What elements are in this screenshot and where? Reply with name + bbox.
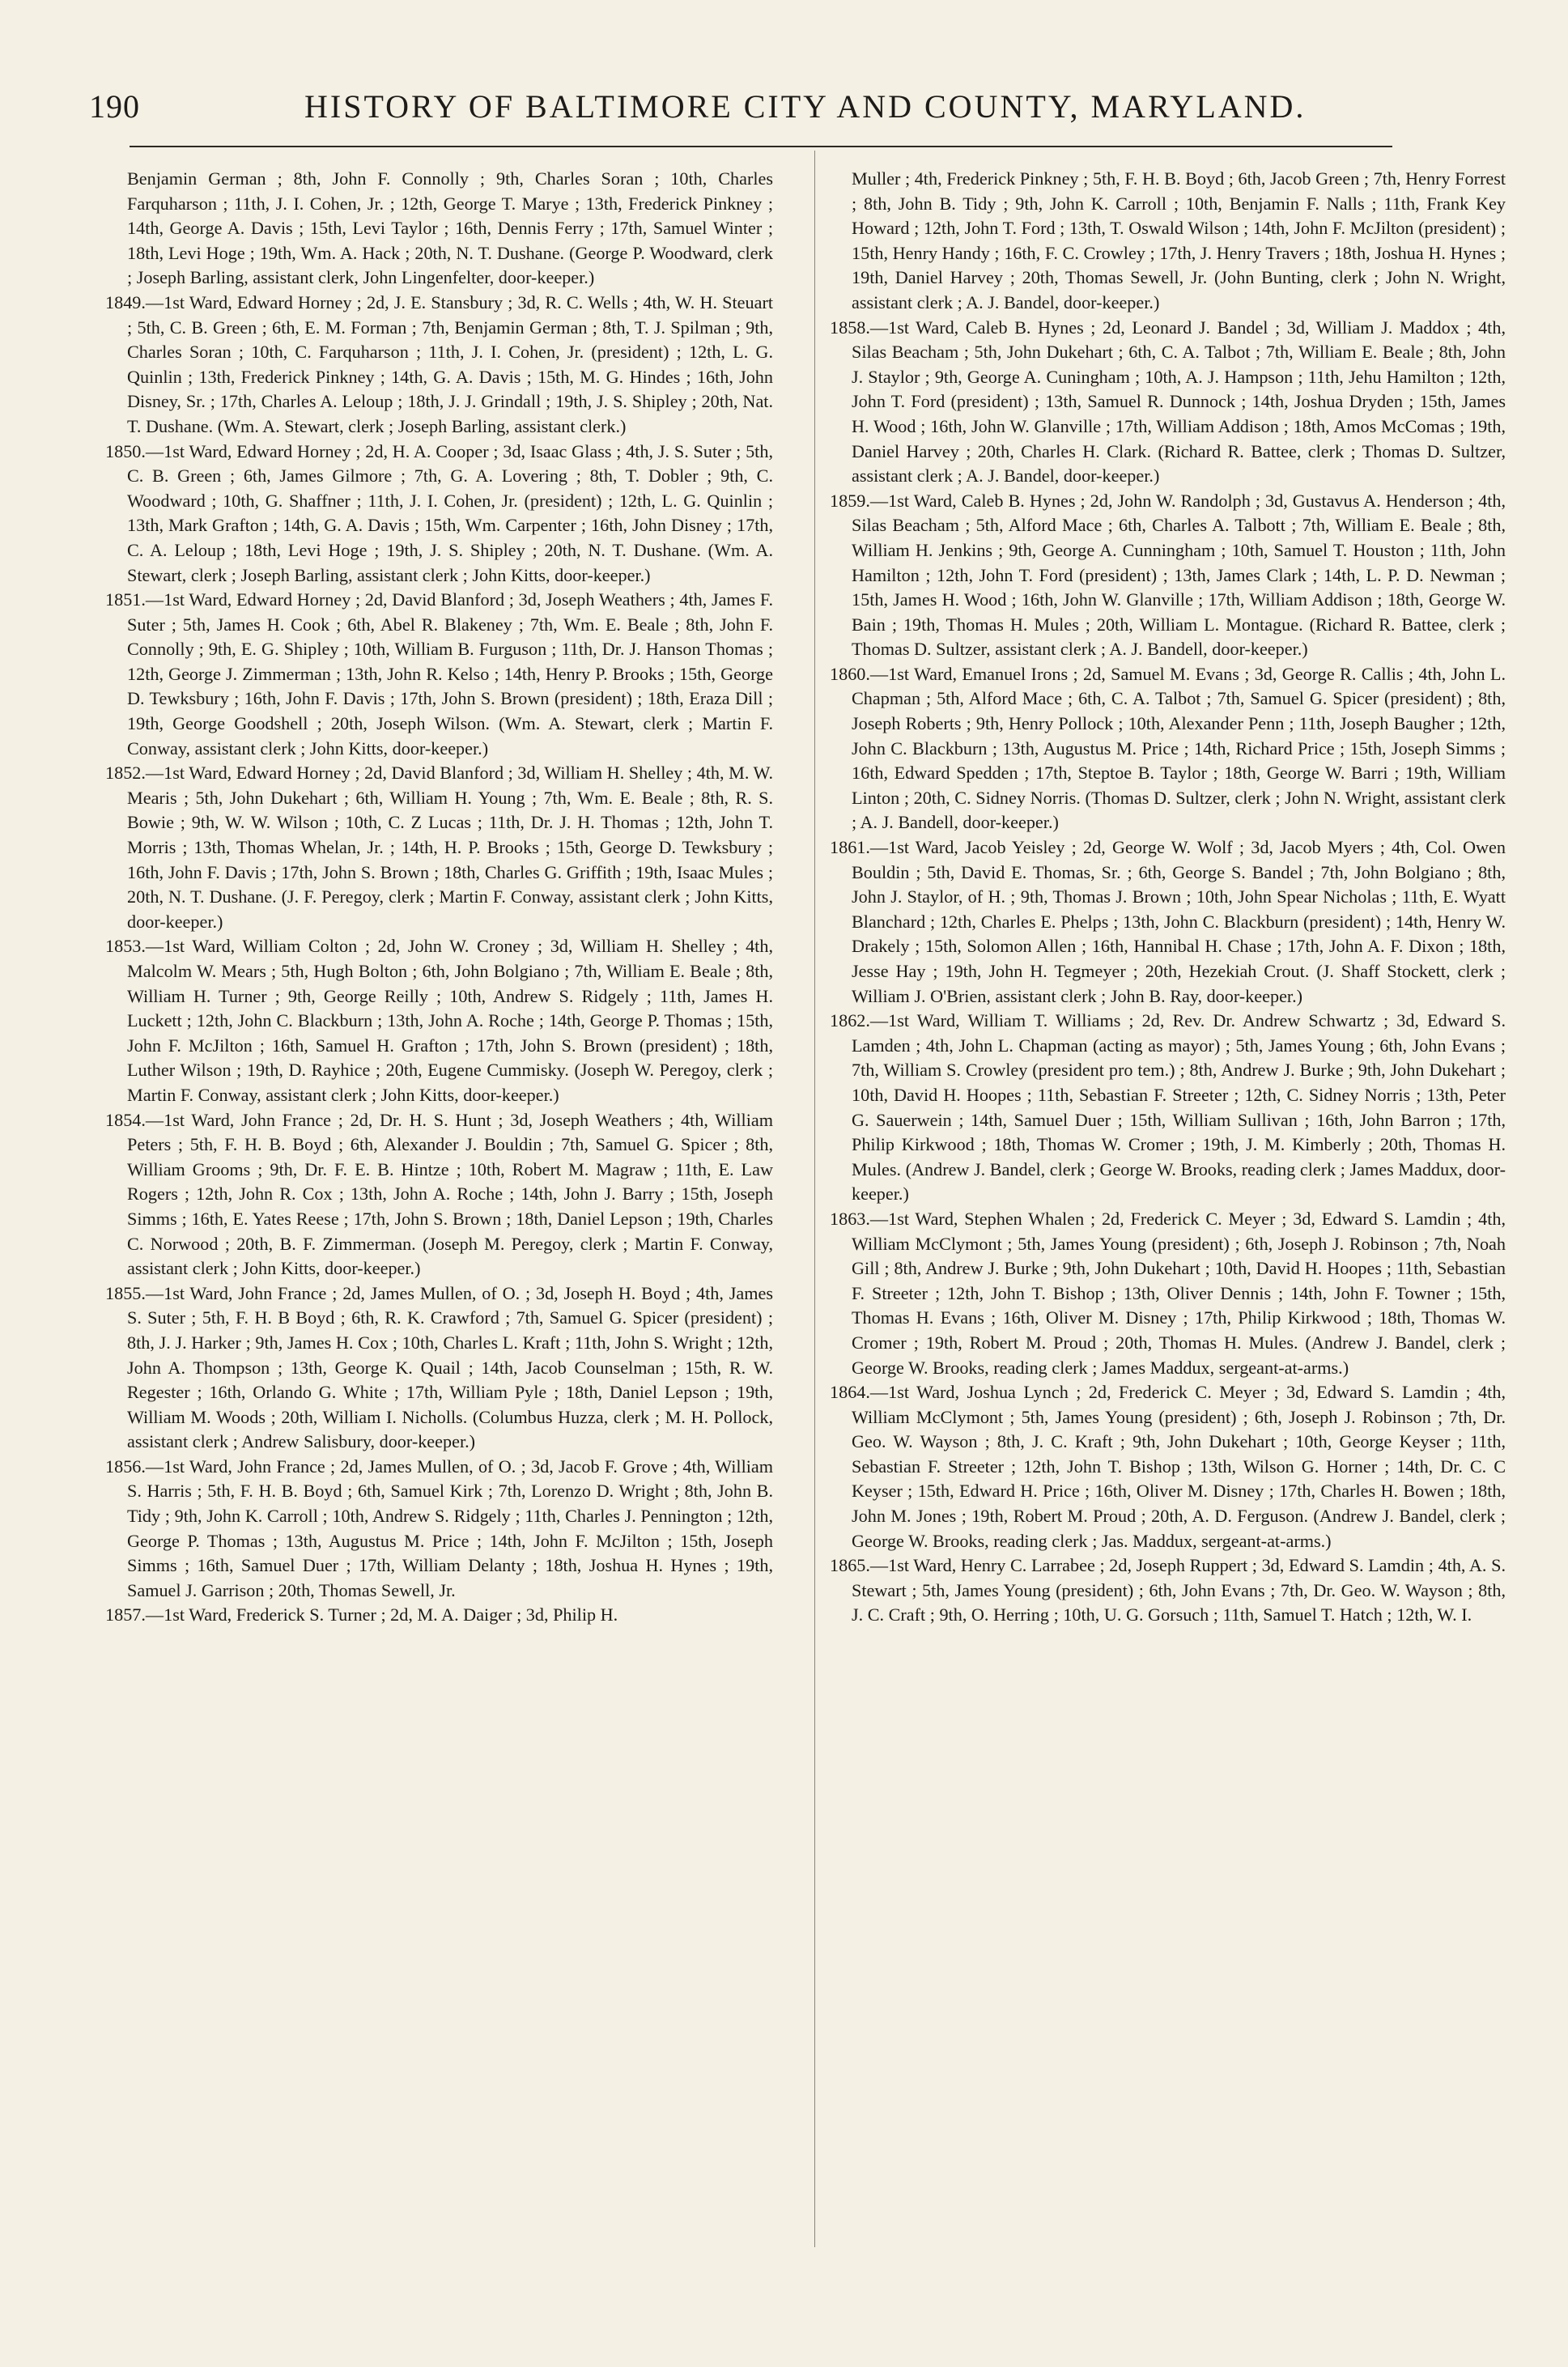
header-rule	[130, 146, 1392, 147]
council-entry: Benjamin German ; 8th, John F. Connolly ; 9th, Charles Soran ; 10th, Charles Farquharson ; 11th, J. I. Cohen, Jr. ; 12th, George T. Marye ; 13th, Frederick Pinkney ; 14th, George A. Davis ; 15th, Levi Taylor ; 16th, Dennis Ferry ; 17th, Samuel Winter ; 18th, Levi Hoge ; 19th, Wm. A. Hack ; 20th, N. T. Dushane. (George P. Woodward, clerk ; Joseph Barling, assistant clerk, John Lingenfelter, door-keeper.)	[127, 168, 773, 288]
council-entry-1856: 1856.—1st Ward, John France ; 2d, James Mullen, of O. ; 3d, Jacob F. Grove ; 4th, William S. Harris ; 5th, F. H. B. Boyd ; 6th, Samuel Kirk ; 7th, Lorenzo D. Wright ; 8th, John B. Tidy ; 9th, John K. Carroll ; 10th, Andrew S. Ridgely ; 11th, Charles J. Pennington ; 12th, George P. Thomas ; 13th, Augustus M. Price ; 14th, John F. McJilton ; 15th, Joseph Simms ; 16th, Samuel Duer ; 17th, William Delanty ; 18th, Joshua H. Hynes ; 19th, Samuel J. Garrison ; 20th, Thomas Sewell, Jr.	[105, 1455, 773, 1600]
running-title: HISTORY OF BALTIMORE CITY AND COUNTY, MARYLAND.	[304, 88, 1307, 125]
council-entry-1855: 1855.—1st Ward, John France ; 2d, James Mullen, of O. ; 3d, Joseph H. Boyd ; 4th, James S. Suter ; 5th, F. H. B Boyd ; 6th, R. K. Crawford ; 7th, Samuel G. Spicer (president) ; 8th, J. J. Harker ; 9th, James H. Cox ; 10th, Charles L. Kraft ; 11th, John S. Wright ; 12th, John A. Thompson ; 13th, George K. Quail ; 14th, Jacob Counselman ; 15th, R. W. Regester ; 16th, Orlando G. White ; 17th, William Pyle ; 18th, Daniel Lepson ; 19th, William M. Woods ; 20th, William I. Nicholls. (Columbus Huzza, clerk ; M. H. Pollock, assistant clerk ; Andrew Salisbury, door-keeper.)	[105, 1282, 773, 1452]
right-column	[830, 167, 1506, 2304]
page-number: 190	[89, 88, 140, 125]
council-entry-1859: 1859.—1st Ward, Caleb B. Hynes ; 2d, John W. Randolph ; 3d, Gustavus A. Henderson ; 4th, Silas Beacham ; 5th, Alford Mace ; 6th, Charles A. Talbott ; 7th, William E. Beale ; 8th, William H. Jenkins ; 9th, George A. Cunningham ; 10th, Samuel T. Houston ; 11th, John Hamilton ; 12th, John T. Ford (president) ; 13th, James Clark ; 14th, L. P. D. Newman ; 15th, James H. Wood ; 16th, John W. Glanville ; 17th, William Addison ; 18th, George W. Bain ; 19th, Thomas H. Mules ; 20th, William L. Montague. (Richard R. Battee, clerk ; Thomas D. Sultzer, assistant clerk ; A. J. Bandell, door-keeper.)	[830, 490, 1506, 660]
council-entry-1861: 1861.—1st Ward, Jacob Yeisley ; 2d, George W. Wolf ; 3d, Jacob Myers ; 4th, Col. Owen Bouldin ; 5th, David E. Thomas, Sr. ; 6th, George S. Bandel ; 7th, John Bolgiano ; 8th, John J. Staylor, of H. ; 9th, Thomas J. Brown ; 10th, John Spear Nicholas ; 11th, E. Wyatt Blanchard ; 12th, Charles E. Phelps ; 13th, John C. Blackburn (president) ; 14th, Henry W. Drakely ; 15th, Solomon Allen ; 16th, Hannibal H. Chase ; 17th, John A. F. Dixon ; 18th, Jesse Hay ; 19th, John H. Tegmeyer ; 20th, Hezekiah Crout. (J. Shaff Stockett, clerk ; William J. O'Brien, assistant clerk ; John B. Ray, door-keeper.)	[830, 837, 1506, 1006]
council-entry-1863: 1863.—1st Ward, Stephen Whalen ; 2d, Frederick C. Meyer ; 3d, Edward S. Lamdin ; 4th, William McClymont ; 5th, James Young (president) ; 6th, Joseph J. Robinson ; 7th, Noah Gill ; 8th, Andrew J. Burke ; 9th, John Dukehart ; 10th, David H. Hoopes ; 11th, Sebastian F. Streeter ; 12th, John T. Bishop ; 13th, Oliver Dennis ; 14th, John F. Towner ; 15th, Thomas H. Evans ; 16th, Oliver M. Disney ; 17th, Philip Kirkwood ; 18th, Thomas W. Cromer ; 19th, Robert M. Proud ; 20th, Thomas H. Mules. (Andrew J. Bandel, clerk ; George W. Brooks, reading clerk ; James Maddux, sergeant-at-arms.)	[830, 1208, 1506, 1378]
column-divider	[814, 151, 815, 2247]
council-entry-1850: 1850.—1st Ward, Edward Horney ; 2d, H. A. Cooper ; 3d, Isaac Glass ; 4th, J. S. Suter ; 5th, C. B. Green ; 6th, James Gilmore ; 7th, G. A. Lovering ; 8th, T. Dobler ; 9th, C. Woodward ; 10th, G. Shaffner ; 11th, J. I. Cohen, Jr. (president) ; 12th, L. G. Quinlin ; 13th, Mark Grafton ; 14th, G. A. Davis ; 15th, Wm. Carpenter ; 16th, John Disney ; 17th, C. A. Leloup ; 18th, Levi Hoge ; 19th, J. S. Shipley ; 20th, N. T. Dushane. (Wm. A. Stewart, clerk ; Joseph Barling, assistant clerk ; John Kitts, door-keeper.)	[105, 440, 773, 585]
council-entry-1858: 1858.—1st Ward, Caleb B. Hynes ; 2d, Leonard J. Bandel ; 3d, William J. Maddox ; 4th, Silas Beacham ; 5th, John Dukehart ; 6th, C. A. Talbot ; 7th, William E. Beale ; 8th, John J. Staylor ; 9th, George A. Cuningham ; 10th, A. J. Hampson ; 11th, Jehu Hamilton ; 12th, John T. Ford (president) ; 13th, Samuel R. Dunnock ; 14th, Joshua Dryden ; 15th, James H. Wood ; 16th, John W. Glanville ; 17th, William Addison ; 18th, Amos McComas ; 19th, Daniel Harvey ; 20th, Charles H. Clark. (Richard R. Battee, clerk ; Thomas D. Sultzer, assistant clerk ; A. J. Bandel, door-keeper.)	[830, 317, 1506, 487]
council-entry-1857: 1857.—1st Ward, Frederick S. Turner ; 2d, M. A. Daiger ; 3d, Philip H.	[105, 1604, 618, 1625]
page-header	[89, 87, 1352, 136]
council-entry-1857-continued: Muller ; 4th, Frederick Pinkney ; 5th, F. H. B. Boyd ; 6th, Jacob Green ; 7th, Henry Forrest ; 8th, John B. Tidy ; 9th, John K. Carroll ; 10th, Benjamin F. Nalls ; 11th, Frank Key Howard ; 12th, John T. Ford ; 13th, T. Oswald Wilson ; 14th, John F. McJilton (president) ; 15th, Henry Handy ; 16th, F. C. Crowley ; 17th, J. Henry Travers ; 18th, Joshua H. Hynes ; 19th, Daniel Harvey ; 20th, Thomas Sewell, Jr. (John Bunting, clerk ; John N. Wright, assistant clerk ; A. J. Bandel, door-keeper.)	[852, 168, 1506, 312]
council-entry-1860: 1860.—1st Ward, Emanuel Irons ; 2d, Samuel M. Evans ; 3d, George R. Callis ; 4th, John L. Chapman ; 5th, Alford Mace ; 6th, C. A. Talbot ; 7th, Samuel G. Spicer (president) ; 8th, Joseph Roberts ; 9th, Henry Pollock ; 10th, Alexander Penn ; 11th, Joseph Baugher ; 12th, John C. Blackburn ; 13th, Augustus M. Price ; 14th, Richard Price ; 15th, Joseph Simms ; 16th, Edward Spedden ; 17th, Steptoe B. Taylor ; 18th, George W. Barri ; 19th, William Linton ; 20th, C. Sidney Norris. (Thomas D. Sultzer, clerk ; John N. Wright, assistant clerk ; A. J. Bandell, door-keeper.)	[830, 663, 1506, 833]
council-entry-1854: 1854.—1st Ward, John France ; 2d, Dr. H. S. Hunt ; 3d, Joseph Weathers ; 4th, William Peters ; 5th, F. H. B. Boyd ; 6th, Alexander J. Bouldin ; 7th, Samuel G. Spicer ; 8th, William Grooms ; 9th, Dr. F. E. B. Hintze ; 10th, Robert M. Magraw ; 11th, E. Law Rogers ; 12th, John R. Cox ; 13th, John A. Roche ; 14th, John J. Barry ; 15th, Joseph Simms ; 16th, E. Yates Reese ; 17th, John S. Brown ; 18th, Daniel Lepson ; 19th, Charles C. Norwood ; 20th, B. F. Zimmerman. (Joseph M. Peregoy, clerk ; Martin F. Conway, assistant clerk ; John Kitts, door-keeper.)	[105, 1109, 773, 1279]
council-entry-1865: 1865.—1st Ward, Henry C. Larrabee ; 2d, Joseph Ruppert ; 3d, Edward S. Lamdin ; 4th, A. S. Stewart ; 5th, James Young (president) ; 6th, John Evans ; 7th, Dr. Geo. W. Wayson ; 8th, J. C. Craft ; 9th, O. Herring ; 10th, U. G. Gorsuch ; 11th, Samuel T. Hatch ; 12th, W. I.	[830, 1555, 1506, 1625]
council-entry-1851: 1851.—1st Ward, Edward Horney ; 2d, David Blanford ; 3d, Joseph Weathers ; 4th, James F. Suter ; 5th, James H. Cook ; 6th, Abel R. Blakeney ; 7th, Wm. E. Beale ; 8th, John F. Connolly ; 9th, E. G. Shipley ; 10th, William B. Furguson ; 11th, Dr. J. Hanson Thomas ; 12th, George J. Zimmerman ; 13th, John R. Kelso ; 14th, Henry P. Brooks ; 15th, George D. Tewksbury ; 16th, John F. Davis ; 17th, John S. Brown (president) ; 18th, Eraza Dill ; 19th, George Goodshell ; 20th, Joseph Wilson. (Wm. A. Stewart, clerk ; Martin F. Conway, assistant clerk ; John Kitts, door-keeper.)	[105, 589, 773, 759]
council-entry-1862: 1862.—1st Ward, William T. Williams ; 2d, Rev. Dr. Andrew Schwartz ; 3d, Edward S. Lamden ; 4th, John L. Chapman (acting as mayor) ; 5th, James Young ; 6th, John Evans ; 7th, William S. Crowley (president pro tem.) ; 8th, Andrew J. Burke ; 9th, John Dukehart ; 10th, David H. Hoopes ; 11th, Sebastian F. Streeter ; 12th, C. Sidney Norris ; 13th, Peter G. Sauerwein ; 14th, Samuel Duer ; 15th, William Sullivan ; 16th, John Barron ; 17th, Philip Kirkwood ; 18th, Thomas W. Cromer ; 19th, J. M. Kimberly ; 20th, Thomas H. Mules. (Andrew J. Bandel, clerk ; George W. Brooks, reading clerk ; James Maddux, door-keeper.)	[830, 1010, 1506, 1205]
council-entry-1853: 1853.—1st Ward, William Colton ; 2d, John W. Croney ; 3d, William H. Shelley ; 4th, Malcolm W. Mears ; 5th, Hugh Bolton ; 6th, John Bolgiano ; 7th, William E. Beale ; 8th, William H. Turner ; 9th, George Reilly ; 10th, Andrew S. Ridgely ; 11th, James H. Luckett ; 12th, John C. Blackburn ; 13th, John A. Roche ; 14th, George P. Thomas ; 15th, John F. McJilton ; 16th, Samuel H. Grafton ; 17th, John S. Brown (president) ; 18th, Luther Wilson ; 19th, D. Rayhice ; 20th, Eugene Cummisky. (Joseph W. Peregoy, clerk ; Martin F. Conway, assistant clerk ; John Kitts, door-keeper.)	[105, 936, 773, 1105]
council-entry-1849: 1849.—1st Ward, Edward Horney ; 2d, J. E. Stansbury ; 3d, R. C. Wells ; 4th, W. H. Steuart ; 5th, C. B. Green ; 6th, E. M. Forman ; 7th, Benjamin German ; 8th, T. J. Spilman ; 9th, Charles Soran ; 10th, C. Farquharson ; 11th, J. I. Cohen, Jr. (president) ; 12th, L. G. Quinlin ; 13th, Frederick Pinkney ; 14th, G. A. Davis ; 15th, M. G. Hindes ; 16th, John Disney, Sr. ; 17th, Charles A. Leloup ; 18th, J. J. Grindall ; 19th, J. S. Shipley ; 20th, Nat. T. Dushane. (Wm. A. Stewart, clerk ; Joseph Barling, assistant clerk.)	[105, 291, 773, 436]
left-column	[105, 167, 773, 2304]
council-entry-1852: 1852.—1st Ward, Edward Horney ; 2d, David Blanford ; 3d, William H. Shelley ; 4th, M. W. Mearis ; 5th, John Dukehart ; 6th, William H. Young ; 7th, Wm. E. Beale ; 8th, R. S. Bowie ; 9th, W. W. Wilson ; 10th, C. Z Lucas ; 11th, Dr. J. H. Thomas ; 12th, John T. Morris ; 13th, Thomas Whelan, Jr. ; 14th, H. P. Brooks ; 15th, George D. Tewksbury ; 16th, John F. Davis ; 17th, John S. Brown ; 18th, Charles G. Griffith ; 19th, Isaac Mules ; 20th, N. T. Dushane. (J. F. Peregoy, clerk ; Martin F. Conway, assistant clerk ; John Kitts, door-keeper.)	[105, 763, 773, 932]
council-entry-1864: 1864.—1st Ward, Joshua Lynch ; 2d, Frederick C. Meyer ; 3d, Edward S. Lamdin ; 4th, William McClymont ; 5th, James Young (president) ; 6th, Joseph J. Robinson ; 7th, Dr. Geo. W. Wayson ; 8th, J. C. Kraft ; 9th, John Dukehart ; 10th, George Keyser ; 11th, Sebastian F. Streeter ; 12th, John T. Bishop ; 13th, Wilson G. Horner ; 14th, Dr. C. C Keyser ; 15th, Edward H. Price ; 16th, Oliver M. Disney ; 17th, Charles H. Bowen ; 18th, John M. Jones ; 19th, Robert M. Proud ; 20th, A. D. Ferguson. (Andrew J. Bandel, clerk ; George W. Brooks, reading clerk ; Jas. Maddux, sergeant-at-arms.)	[830, 1382, 1506, 1551]
